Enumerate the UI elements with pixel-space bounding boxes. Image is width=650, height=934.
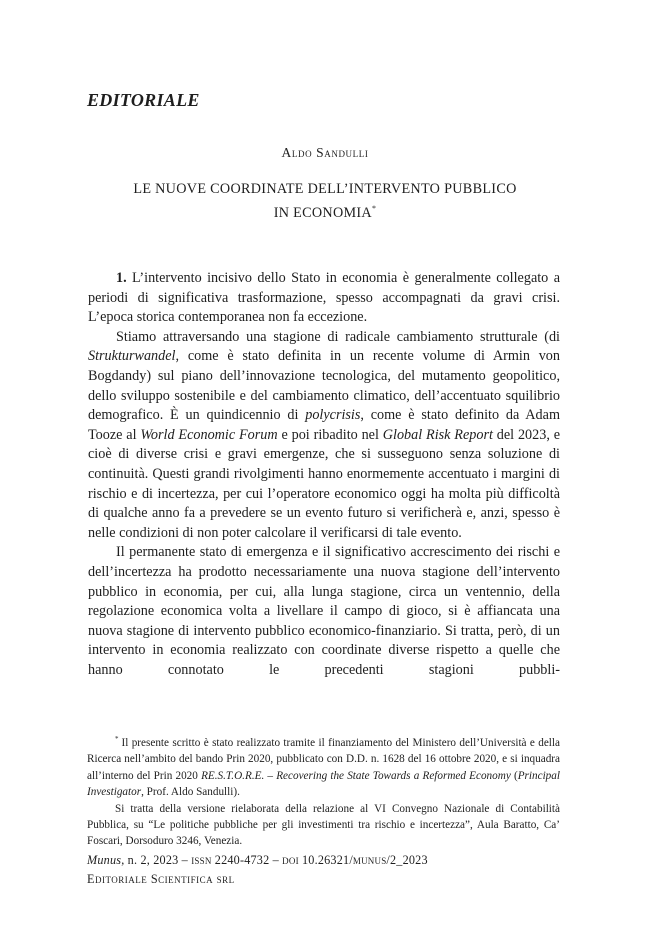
footnote-1 bbox=[87, 731, 560, 801]
footnote-1-text-a: Il presente scritto è stato realizzato tramite il finanziamento del Ministero dell’Università e della Ricerca nell’ambito del bando Prin 2020, pubblicato con D.D. n. 1628 del 16 ottobre 2020, e si inquadra all’interno del Prin 2020 bbox=[87, 737, 560, 782]
author-name: Aldo Sandulli bbox=[281, 145, 369, 160]
paragraph-2 bbox=[88, 328, 560, 544]
title-line-1: LE NUOVE COORDINATE DELL’INTERVENTO PUBBLICO bbox=[133, 181, 517, 197]
term-polycrisis: polycrisis bbox=[305, 407, 361, 424]
term-strukturwandel: Strukturwandel bbox=[88, 348, 176, 365]
journal-name: Munus bbox=[87, 853, 122, 867]
footnote-mark: * bbox=[115, 735, 119, 743]
term-principal-investigator: Principal Investigator bbox=[87, 769, 560, 799]
footnote-2: Si tratta della versione rielaborata della relazione al VI Convegno Nazionale di Contabilità Pubblica, su “Le politiche pubbliche per gli investimenti tra rischio e incertezza”, Aula Baratto, Ca’ Foscari, Dorsoduro 3246, Venezia. bbox=[87, 802, 560, 848]
paragraph-3: Il permanente stato di emergenza e il significativo accrescimento dei rischi e dell’incertezza ha prodotto necessariamente una nuova stagione dell’intervento pubblico in economia, per cui, alla lunga stagione, circa un ventennio, della regolazione economica volta a livellare il campo di gioco, si è affiancata una nuova stagione di intervento pubblico economico-finanziario. Si tratta, però, di un intervento in economia realizzato con coordinate diverse rispetto a quelle che hanno connotato le precedenti stagioni pubbli- bbox=[88, 544, 560, 678]
title-line-2: IN ECONOMIA bbox=[273, 205, 372, 221]
journal-citation bbox=[87, 853, 428, 868]
footnote-1-text-e: , Prof. Aldo Sandulli). bbox=[141, 786, 240, 799]
title-footnote-mark: * bbox=[371, 204, 377, 213]
footnotes bbox=[87, 731, 560, 850]
paragraph-2-text-a: Stiamo attraversando una stagione di radicale cambiamento strutturale (di bbox=[116, 328, 560, 345]
paragraph-1 bbox=[88, 269, 560, 328]
journal-issue: , n. 2, 2023 – bbox=[121, 853, 192, 867]
paragraph-1-text: L’intervento incisivo dello Stato in economia è generalmente collegato a periodi di significativa trasformazione, spesso accompagnati da gravi crisi. L’epoca storica contemporanea non fa eccezione. bbox=[88, 270, 560, 326]
article-title bbox=[90, 180, 560, 223]
article-body bbox=[88, 269, 560, 680]
journal-identifiers: issn 2240-4732 – doi 10.26321/munus/2_2023 bbox=[191, 853, 428, 867]
paragraph-2-text-i: del 2023, e cioè di diverse crisi e gravi emergenze, che si susseguono senza soluzione di continuità. Questi grandi rivolgimenti hanno enormemente accentuato i margini di rischio e di incertezza, per cui l’operatore economico oggi ha molta più difficoltà di qualche anno fa a prevedere se un evento futuro si verificherà e, anzi, spesso è nelle condizioni di non poter calcolare il verificarsi di tale evento. bbox=[88, 426, 561, 541]
paragraph-2-text-g: e poi ribadito nel bbox=[277, 426, 383, 443]
publisher-name: Editoriale Scientifica srl bbox=[87, 872, 235, 886]
paragraph-2-text-c: , come è stato definita in un recente volume di Armin von Bogdandy) sul piano dell’innovazione tecnologica, del mutamento geopolitico, dello sviluppo sostenibile e del cambiamento climatico, dell’accentuato squilibrio demografico. È un quindicennio di bbox=[88, 348, 560, 424]
section-number: 1. bbox=[116, 270, 127, 286]
section-heading: EDITORIALE bbox=[87, 90, 200, 110]
term-world-economic-forum: World Economic Forum bbox=[140, 426, 278, 443]
paragraph-2-text-e: , come è stato definito da Adam Tooze al bbox=[88, 407, 560, 443]
term-global-risk-report: Global Risk Report bbox=[382, 426, 493, 443]
project-title: RE.S.T.O.R.E. – Recovering the State Towards a Reformed Economy bbox=[201, 769, 511, 782]
footnote-1-text-c: ( bbox=[510, 769, 518, 782]
